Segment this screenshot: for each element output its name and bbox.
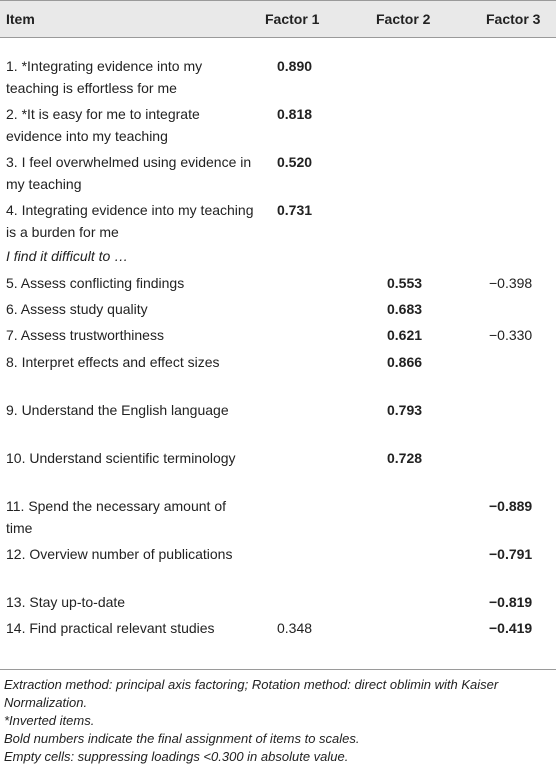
factor-2-value: 0.866 [387, 354, 423, 370]
factor-3-value: −0.330 [489, 327, 533, 343]
header-item: Item [6, 11, 35, 27]
header-factor-1: Factor 1 [265, 11, 320, 27]
footnote-method: Extraction method: principal axis factoring; Rotation method: direct oblimin with Kaiser Normalization. [4, 677, 499, 710]
factor-3-value: −0.819 [489, 594, 533, 610]
row-item-label: 8. Interpret effects and effect sizes [6, 354, 220, 370]
footnote-bold: Bold numbers indicate the final assignment of items to scales. [4, 731, 360, 746]
row-item-label: 5. Assess conflicting findings [6, 275, 185, 291]
row-item-label: 1. *Integrating evidence into my teaching is effortless for me [6, 58, 203, 96]
row-item-label: 11. Spend the necessary amount of time [6, 498, 226, 536]
subheading-label: I find it difficult to … [6, 248, 129, 264]
factor-1-value: 0.731 [277, 202, 313, 218]
factor-2-value: 0.621 [387, 327, 423, 343]
factor-2-value: 0.683 [387, 301, 423, 317]
factor-2-value: 0.793 [387, 402, 423, 418]
table-bottom-divider [0, 669, 556, 670]
row-item-label: 4. Integrating evidence into my teaching is a burden for me [6, 202, 254, 240]
table-header [0, 0, 556, 38]
factor-1-value: 0.818 [277, 106, 313, 122]
header-factor-3: Factor 3 [486, 11, 541, 27]
factor-3-value: −0.398 [489, 275, 533, 291]
row-item-label: 13. Stay up-to-date [6, 594, 126, 610]
footnote-inverted: *Inverted items. [4, 713, 95, 728]
factor-3-value: −0.791 [489, 546, 533, 562]
factor-1-value: 0.348 [277, 620, 313, 636]
factor-2-value: 0.728 [387, 450, 423, 466]
row-item-label: 7. Assess trustworthiness [6, 327, 164, 343]
factor-1-value: 0.890 [277, 58, 313, 74]
row-item-label: 12. Overview number of publications [6, 546, 233, 562]
row-item-label: 2. *It is easy for me to integrate evidence into my teaching [6, 106, 200, 144]
factor-3-value: −0.419 [489, 620, 533, 636]
row-item-label: 9. Understand the English language [6, 402, 229, 418]
factor-3-value: −0.889 [489, 498, 533, 514]
footnote-empty-cells: Empty cells: suppressing loadings <0.300 in absolute value. [4, 749, 349, 764]
row-item-label: 6. Assess study quality [6, 301, 148, 317]
row-item-label: 14. Find practical relevant studies [6, 620, 215, 636]
header-factor-2: Factor 2 [376, 11, 431, 27]
table-footnotes [4, 676, 552, 766]
row-item-label: 3. I feel overwhelmed using evidence in my teaching [6, 154, 252, 192]
row-item-label: 10. Understand scientific terminology [6, 450, 236, 466]
factor-1-value: 0.520 [277, 154, 313, 170]
factor-2-value: 0.553 [387, 275, 423, 291]
